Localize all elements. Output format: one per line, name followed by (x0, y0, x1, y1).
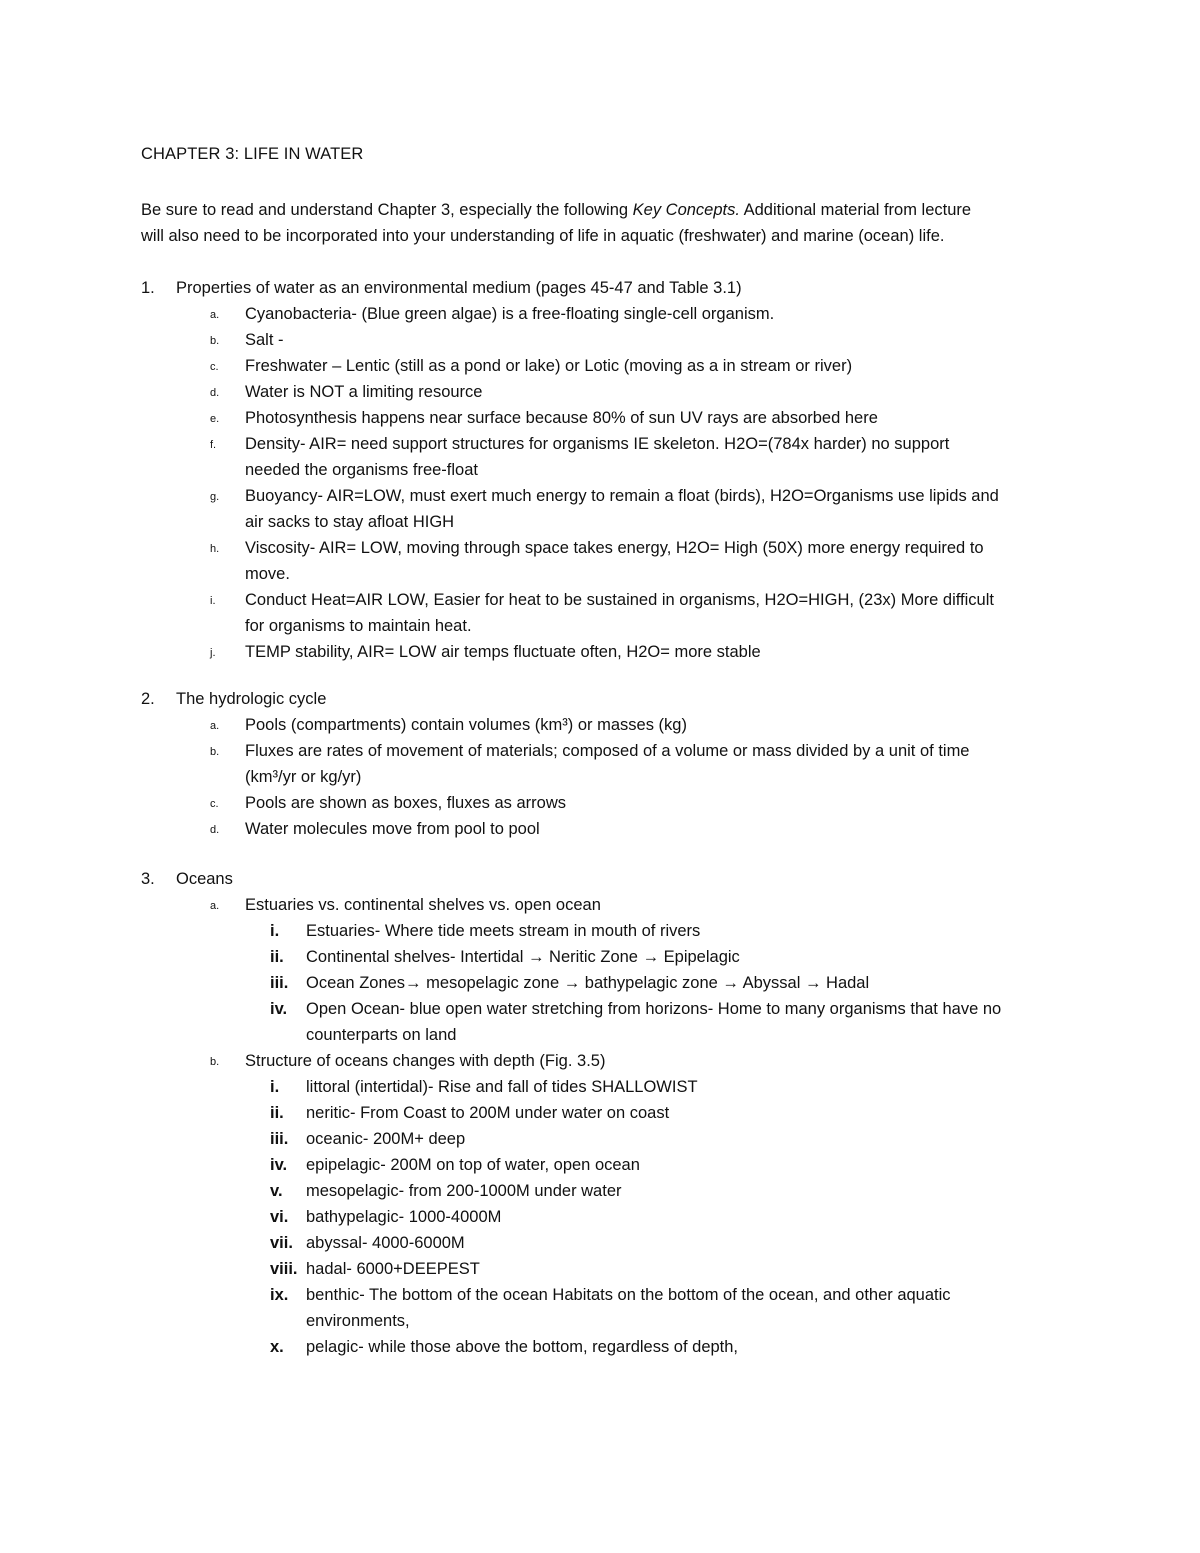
item-text-cont: for organisms to maintain heat. (245, 617, 472, 635)
list-item (210, 587, 1075, 639)
sub-list-item (270, 1334, 1086, 1360)
item-numeral: vi. (270, 1208, 289, 1226)
section-title: The hydrologic cycle (176, 690, 327, 708)
section-number: 2. (141, 690, 155, 708)
item-text-cont: air sacks to stay afloat HIGH (245, 513, 455, 531)
sub-list-item (270, 1074, 1086, 1100)
item-text-cont: needed the organisms free-float (245, 461, 478, 479)
item-text: Open Ocean- blue open water stretching from horizons- Home to many organisms that have no (306, 1000, 1002, 1018)
item-numeral: viii. (270, 1260, 298, 1278)
list-item (210, 301, 1075, 327)
item-text-cont: environments, (306, 1312, 410, 1330)
item-numeral: ix. (270, 1286, 289, 1304)
item-text-cont: counterparts on land (306, 1026, 457, 1044)
item-numeral: vii. (270, 1234, 293, 1252)
section-title: Oceans (176, 870, 233, 888)
intro-paragraph (141, 197, 1076, 249)
item-letter: d. (210, 824, 220, 836)
item-text: Estuaries vs. continental shelves vs. open ocean (245, 896, 601, 914)
item-numeral: iii. (270, 1130, 289, 1148)
sub-list-item (270, 1256, 1086, 1282)
item-numeral: iv. (270, 1000, 288, 1018)
item-numeral: x. (270, 1338, 284, 1356)
section-heading (141, 686, 326, 712)
item-text: Pools (compartments) contain volumes (km³) or masses (kg) (245, 716, 687, 734)
item-letter: b. (210, 335, 220, 347)
list-item (210, 405, 1075, 431)
sub-list-item (270, 1126, 1086, 1152)
item-numeral: iii. (270, 974, 289, 992)
item-text: Pools are shown as boxes, fluxes as arrows (245, 794, 566, 812)
list-item (210, 535, 1075, 587)
item-text: Viscosity- AIR= LOW, moving through space takes energy, H2O= High (50X) more energy required to (245, 539, 984, 557)
item-text: littoral (intertidal)- Rise and fall of tides SHALLOWIST (306, 1078, 698, 1096)
item-numeral: v. (270, 1182, 283, 1200)
sub-list-item (270, 1204, 1086, 1230)
intro-key-concepts: Key Concepts. (632, 201, 740, 219)
list-item (210, 790, 1075, 816)
item-letter: e. (210, 413, 220, 425)
intro-line-1 (141, 197, 1076, 223)
section-heading (141, 866, 233, 892)
section-title: Properties of water as an environmental medium (pages 45-47 and Table 3.1) (176, 279, 742, 297)
item-text: Structure of oceans changes with depth (Fig. 3.5) (245, 1052, 606, 1070)
item-numeral: ii. (270, 1104, 284, 1122)
sub-list-item (270, 918, 1086, 944)
list-item (210, 483, 1075, 535)
sub-list-item (270, 1178, 1086, 1204)
item-letter: b. (210, 1056, 220, 1068)
item-text: Photosynthesis happens near surface because 80% of sun UV rays are absorbed here (245, 409, 878, 427)
list-item (210, 816, 1075, 842)
item-text-cont: (km³/yr or kg/yr) (245, 768, 362, 786)
item-text: neritic- From Coast to 200M under water on coast (306, 1104, 670, 1122)
item-text-cont: move. (245, 565, 290, 583)
item-letter: d. (210, 387, 220, 399)
item-numeral: i. (270, 1078, 280, 1096)
item-letter: b. (210, 746, 220, 758)
item-text: pelagic- while those above the bottom, regardless of depth, (306, 1338, 739, 1356)
item-text: epipelagic- 200M on top of water, open ocean (306, 1156, 640, 1174)
item-letter: c. (210, 798, 219, 810)
section-heading (141, 275, 742, 301)
item-letter: i. (210, 595, 216, 607)
section-number: 3. (141, 870, 155, 888)
item-letter: h. (210, 543, 220, 555)
item-letter: a. (210, 720, 220, 732)
item-letter: j. (210, 647, 216, 659)
item-text: Estuaries- Where tide meets stream in mouth of rivers (306, 922, 701, 940)
item-text: Fluxes are rates of movement of materials; composed of a volume or mass divided by a unit of time (245, 742, 970, 760)
item-letter: g. (210, 491, 220, 503)
item-text: Conduct Heat=AIR LOW, Easier for heat to be sustained in organisms, H2O=HIGH, (23x) More difficult (245, 591, 994, 609)
sub-list-item (270, 1100, 1086, 1126)
sub-list-item (270, 1282, 1086, 1334)
list-item (210, 1048, 1075, 1074)
item-numeral: iv. (270, 1156, 288, 1174)
sub-list-item (270, 1152, 1086, 1178)
list-item (210, 639, 1075, 665)
intro-line-2: will also need to be incorporated into your understanding of life in aquatic (freshwater) and marine (ocean) life. (141, 227, 945, 245)
list-item (210, 738, 1075, 790)
intro-line-1-tail: Additional material from lecture (739, 201, 972, 219)
list-item (210, 892, 1075, 918)
item-text: Ocean Zones→ mesopelagic zone → bathypelagic zone → Abyssal → Hadal (306, 974, 870, 992)
item-text: Cyanobacteria- (Blue green algae) is a free-floating single-cell organism. (245, 305, 775, 323)
item-text: Buoyancy- AIR=LOW, must exert much energy to remain a float (birds), H2O=Organisms use lipids and (245, 487, 999, 505)
sub-list-item (270, 1230, 1086, 1256)
section-number: 1. (141, 279, 155, 297)
item-text: Freshwater – Lentic (still as a pond or lake) or Lotic (moving as a in stream or river) (245, 357, 853, 375)
sub-list-item (270, 970, 1086, 996)
item-text: Water molecules move from pool to pool (245, 820, 540, 838)
item-text: mesopelagic- from 200-1000M under water (306, 1182, 622, 1200)
item-text: hadal- 6000+DEEPEST (306, 1260, 480, 1278)
item-letter: f. (210, 439, 217, 451)
item-text: Water is NOT a limiting resource (245, 383, 483, 401)
item-numeral: ii. (270, 948, 284, 966)
list-item (210, 327, 1075, 353)
item-text: Salt - (245, 331, 284, 349)
item-letter: a. (210, 900, 220, 912)
item-text: bathypelagic- 1000-4000M (306, 1208, 502, 1226)
item-numeral: i. (270, 922, 280, 940)
list-item (210, 712, 1075, 738)
item-text: TEMP stability, AIR= LOW air temps fluctuate often, H2O= more stable (245, 643, 761, 661)
item-text: Continental shelves- Intertidal → Neritic Zone → Epipelagic (306, 948, 740, 966)
item-text: abyssal- 4000-6000M (306, 1234, 465, 1252)
item-letter: a. (210, 309, 220, 321)
page-title: CHAPTER 3: LIFE IN WATER (141, 145, 364, 163)
list-item (210, 431, 1075, 483)
item-text: oceanic- 200M+ deep (306, 1130, 466, 1148)
list-item (210, 353, 1075, 379)
item-text: benthic- The bottom of the ocean Habitats on the bottom of the ocean, and other aquatic (306, 1286, 951, 1304)
list-item (210, 379, 1075, 405)
item-text: Density- AIR= need support structures for organisms IE skeleton. H2O=(784x harder) no support (245, 435, 950, 453)
item-letter: c. (210, 361, 219, 373)
sub-list-item (270, 996, 1086, 1048)
sub-list-item (270, 944, 1086, 970)
intro-line-1-text: Be sure to read and understand Chapter 3, especially the following (141, 201, 633, 219)
